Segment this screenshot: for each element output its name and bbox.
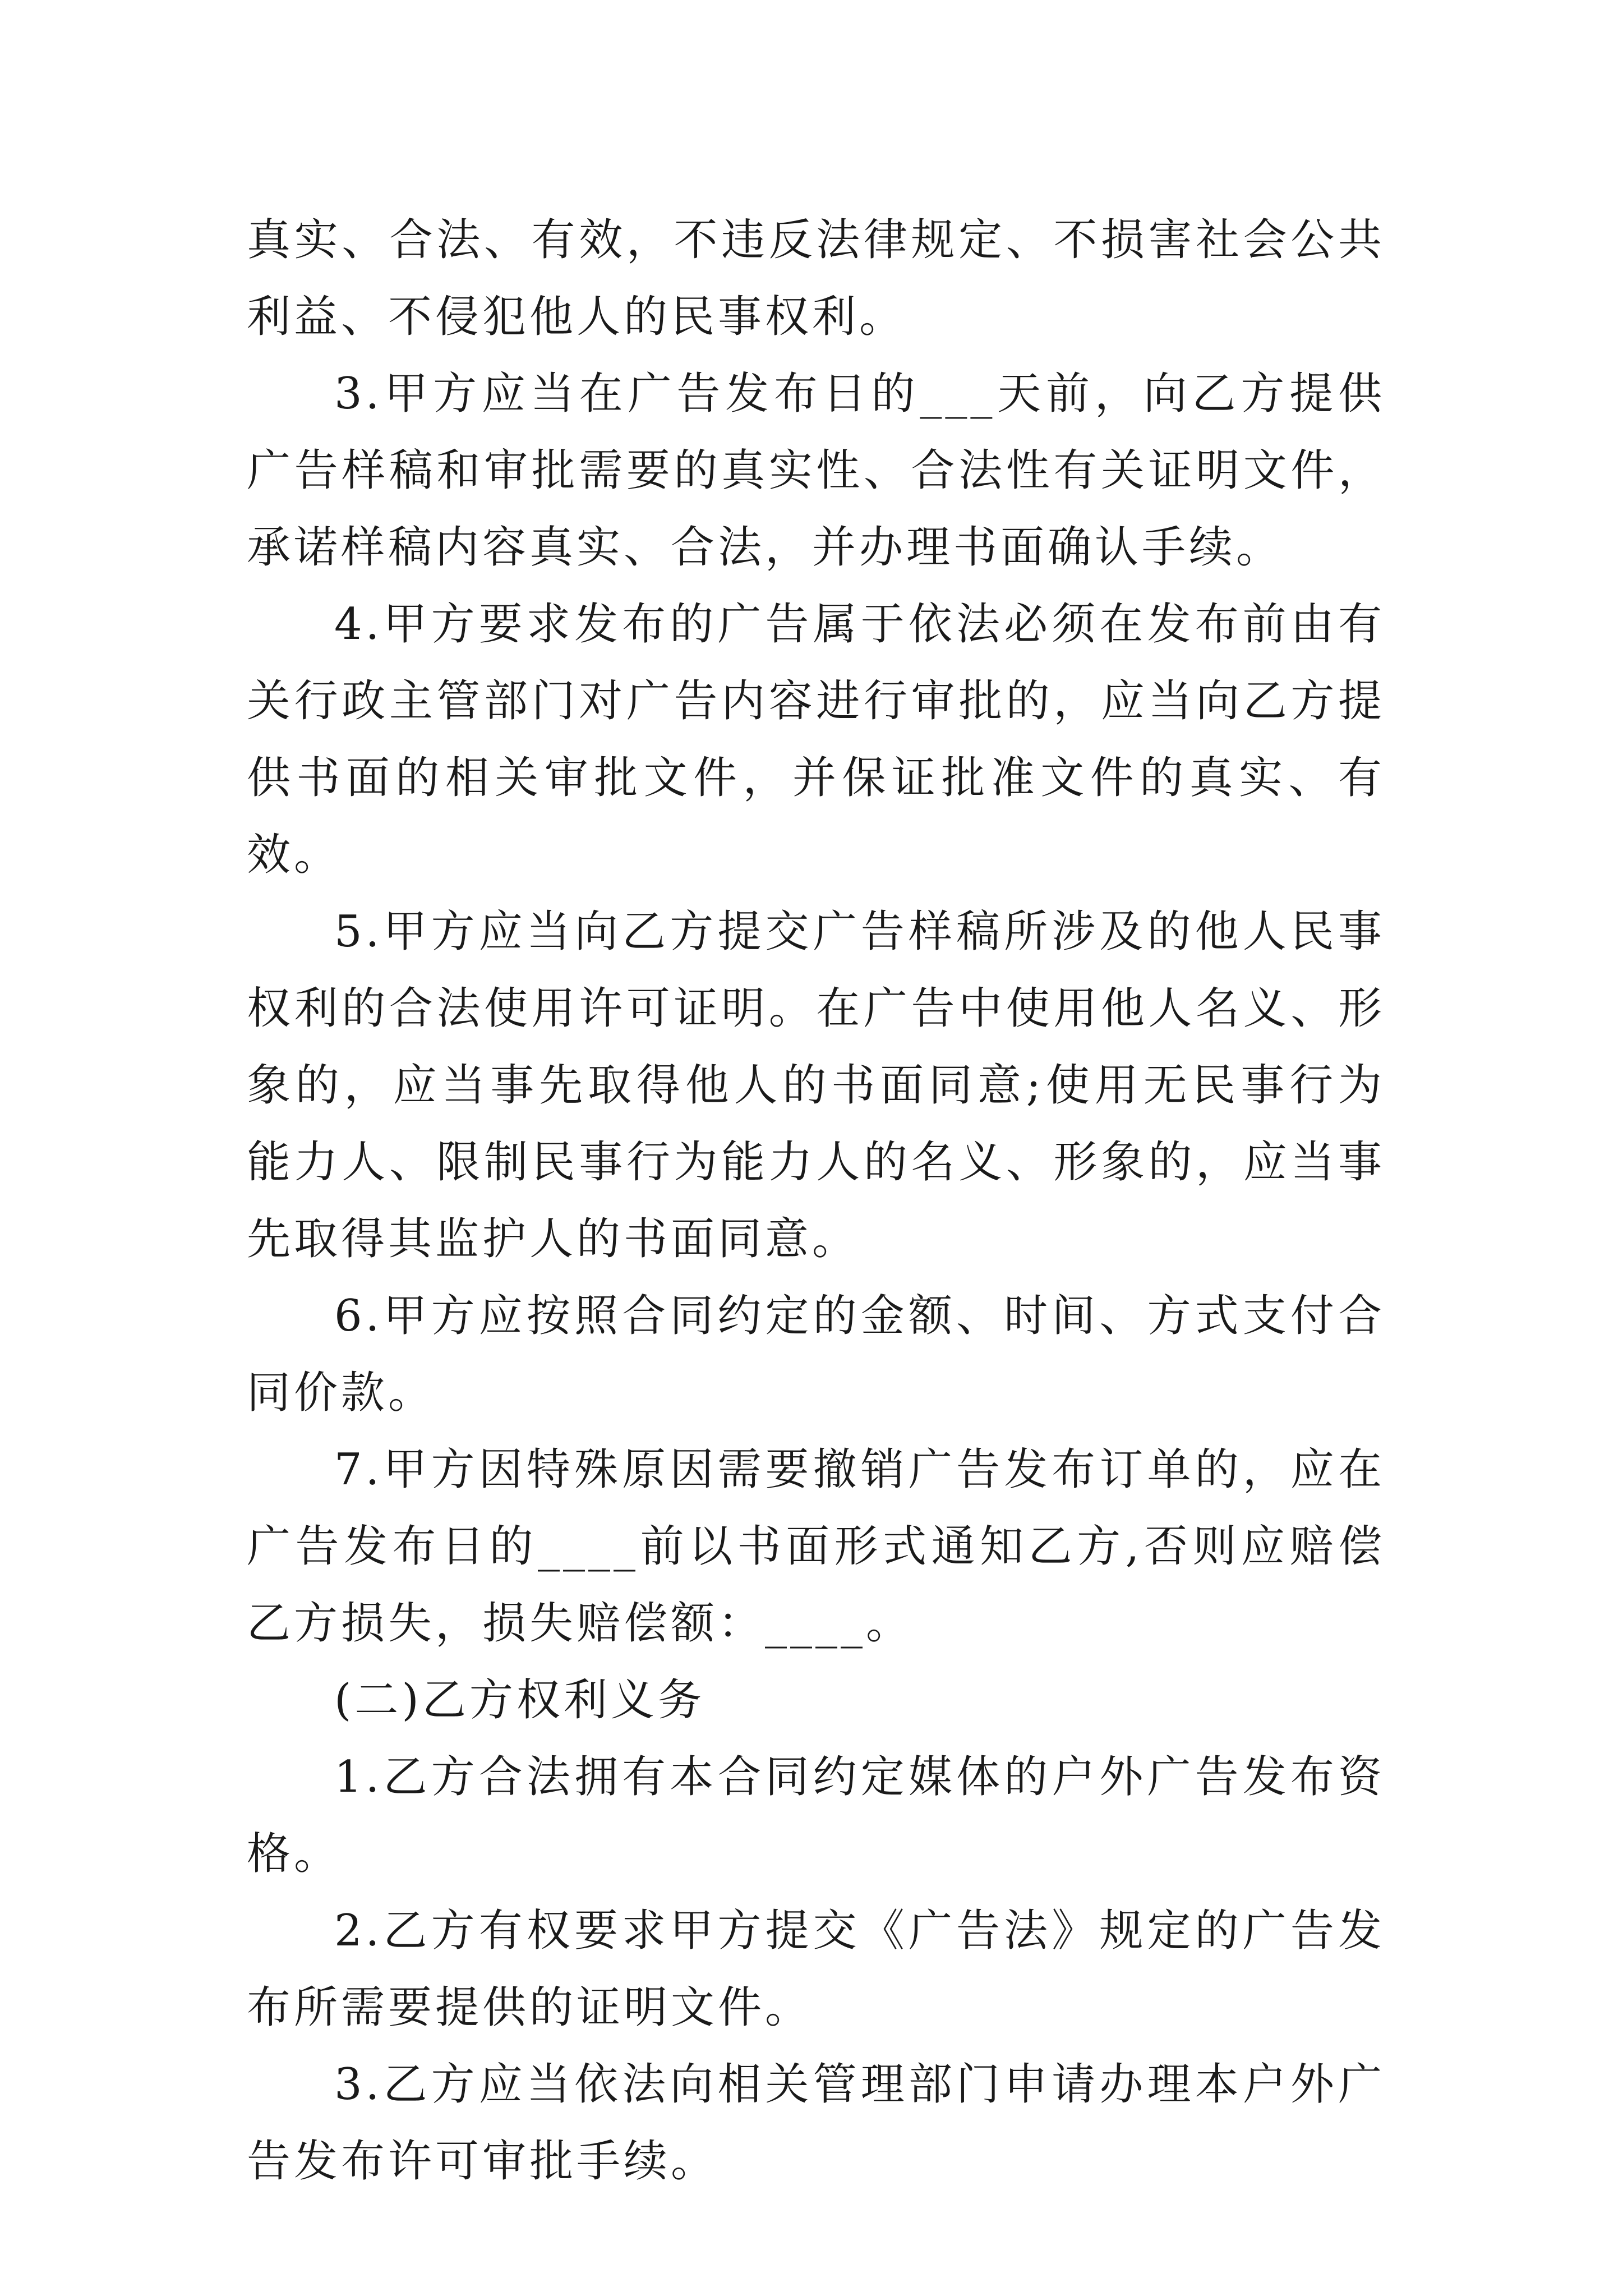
- paragraph-party-b-clause-2: 2.乙方有权要求甲方提交《广告法》规定的广告发布所需要提供的证明文件。: [247, 1906, 1385, 2033]
- paragraph-clause-4: 4.甲方要求发布的广告属于依法必须在发布前由有关行政主管部门对广告内容进行审批的，应当向乙方提供书面的相关审批文件，并保证批准文件的真实、有效。: [247, 599, 1385, 880]
- document-body: [247, 202, 1385, 2200]
- paragraph-party-b-clause-1: 1.乙方合法拥有本合同约定媒体的户外广告发布资格。: [247, 1752, 1385, 1879]
- paragraph-continuation: 真实、合法、有效，不违反法律规定、不损害社会公共利益、不侵犯他人的民事权利。: [247, 215, 1385, 342]
- paragraph-party-b-clause-3: 3.乙方应当依法向相关管理部门申请办理本户外广告发布许可审批手续。: [247, 2059, 1385, 2187]
- paragraph-clause-3: 3.甲方应当在广告发布日的___天前，向乙方提供广告样稿和审批需要的真实性、合法性有关证明文件，承诺样稿内容真实、合法，并办理书面确认手续。: [247, 369, 1385, 573]
- paragraph-clause-6: 6.甲方应按照合同约定的金额、时间、方式支付合同价款。: [247, 1291, 1385, 1418]
- section-heading-party-b: (二)乙方权利义务: [334, 1675, 705, 1726]
- paragraph-clause-7: 7.甲方因特殊原因需要撤销广告发布订单的，应在广告发布日的____前以书面形式通知乙方,否则应赔偿乙方损失，损失赔偿额：____。: [247, 1444, 1385, 1649]
- paragraph-clause-5: 5.甲方应当向乙方提交广告样稿所涉及的他人民事权利的合法使用许可证明。在广告中使用他人名义、形象的，应当事先取得他人的书面同意;使用无民事行为能力人、限制民事行为能力人的名义、形象的，应当事先取得其监护人的书面同意。: [247, 907, 1385, 1264]
